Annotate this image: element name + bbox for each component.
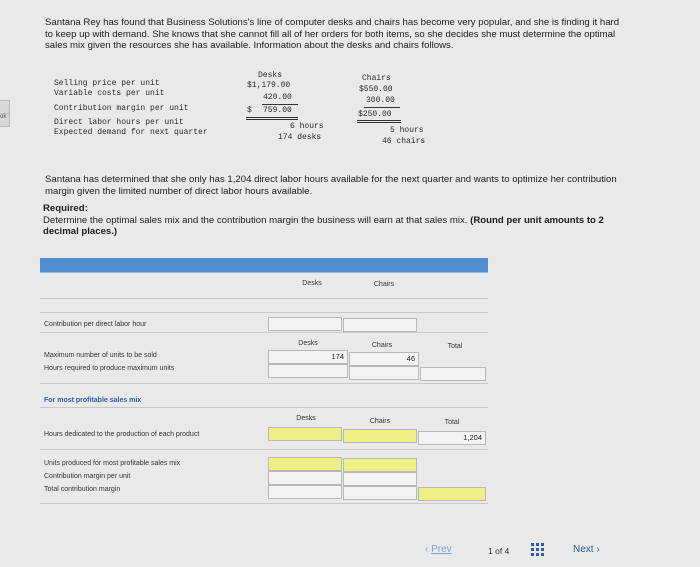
intro-line-3: sales mix given the resources she has available. Information about the desks and chairs follows. xyxy=(45,40,454,51)
sec1-header-desks: Desks xyxy=(302,280,322,287)
required-title: Required: xyxy=(43,203,88,214)
intro-paragraph xyxy=(45,17,685,52)
sec2-row2-label: Hours required to produce maximum units xyxy=(44,365,175,372)
sec1-row-label: Contribution per direct labor hour xyxy=(44,321,147,328)
desks-selling-price: $1,179.00 xyxy=(247,81,291,90)
row-label-contribution-margin: Contribution margin per unit xyxy=(54,104,189,113)
desks-contribution-margin: 759.00 xyxy=(263,106,292,115)
sec2-header-total: Total xyxy=(447,343,463,350)
chairs-contribution-margin: $250.00 xyxy=(358,110,392,119)
col-header-desks: Desks xyxy=(258,71,283,80)
intro-line-1: Santana Rey has found that Business Solutions's line of computer desks and chairs has become very popular, and she is finding it hard xyxy=(45,17,620,28)
desks-cm-sign: $ xyxy=(247,106,252,115)
row-label-variable-costs: Variable costs per unit xyxy=(54,89,165,98)
desks-expected-demand: 174 desks xyxy=(278,133,322,142)
sec3-header-chairs: Chairs xyxy=(369,418,391,425)
required-line-1 xyxy=(43,215,683,227)
sec3-row2-label: Units produced for most profitable sales mix xyxy=(44,460,181,467)
desks-direct-labor: 6 hours xyxy=(290,122,324,131)
desks-underline-1 xyxy=(262,104,298,105)
chairs-max-units: 46 xyxy=(349,352,419,366)
desks-hours-dedicated-input[interactable] xyxy=(268,427,342,441)
sec2-header-desks: Desks xyxy=(298,340,318,347)
chairs-total-cm-input[interactable] xyxy=(343,486,417,500)
prev-label: Prev xyxy=(431,544,452,555)
chairs-selling-price: $550.00 xyxy=(359,85,393,94)
total-contribution-margin-input[interactable] xyxy=(418,487,486,501)
side-tab-2[interactable]: ok xyxy=(0,113,10,127)
required-line-2: decimal places.) xyxy=(43,226,118,237)
chairs-direct-labor: 5 hours xyxy=(390,126,424,135)
required-instruction: Determine the optimal sales mix and the contribution margin the business will earn at that sales mix. xyxy=(43,214,471,226)
chairs-contribution-per-hour-input[interactable] xyxy=(343,318,417,332)
para2-line-1: Santana has determined that she only has 1,204 direct labor hours available for the next quarter and wants to optimize her contribution xyxy=(45,174,617,185)
worksheet-header-bar xyxy=(40,258,488,272)
chairs-hours-dedicated-input[interactable] xyxy=(343,429,417,443)
col-header-chairs: Chairs xyxy=(362,74,391,83)
page-of-label: of xyxy=(495,546,503,556)
next-button[interactable] xyxy=(573,544,600,555)
required-section xyxy=(43,203,683,238)
sec3-title: For most profitable sales mix xyxy=(44,397,142,404)
desks-cm-per-unit-input[interactable] xyxy=(268,471,342,485)
chairs-double-underline-a xyxy=(357,120,401,121)
row-label-expected-demand: Expected demand for next quarter xyxy=(54,128,208,137)
sec2-row1-label: Maximum number of units to be sold xyxy=(44,352,157,359)
sec3-row3-label: Contribution margin per unit xyxy=(44,473,131,480)
chairs-underline-1 xyxy=(364,107,400,108)
side-tab-1[interactable] xyxy=(0,100,10,114)
required-rounding-note: (Round per unit amounts to 2 xyxy=(470,214,604,226)
desks-units-produced-input[interactable] xyxy=(268,457,342,471)
prev-button[interactable] xyxy=(425,544,452,555)
para2-line-2: margin given the limited number of direct labor hours available. xyxy=(45,185,313,197)
chairs-hours-required-input[interactable] xyxy=(349,366,419,380)
row-label-selling-price: Selling price per unit xyxy=(54,79,160,88)
chevron-left-icon: ‹ xyxy=(425,544,429,555)
chevron-right-icon: › xyxy=(596,544,600,555)
current-page: 1 xyxy=(488,546,493,556)
intro-line-2: to keep up with demand. She knows that she cannot fill all of her orders for both items, so she decides she must determine the optimal xyxy=(45,28,616,40)
grid-icon[interactable] xyxy=(531,543,544,556)
chairs-double-underline-b xyxy=(357,122,401,123)
sec3-header-total: Total xyxy=(444,419,460,426)
chairs-expected-demand: 46 chairs xyxy=(382,137,426,146)
desks-total-cm-input[interactable] xyxy=(268,485,342,499)
row-label-direct-labor: Direct labor hours per unit xyxy=(54,118,184,127)
total-pages: 4 xyxy=(504,546,510,556)
total-hours-dedicated: 1,204 xyxy=(418,431,486,445)
desks-hours-required-input[interactable] xyxy=(268,364,348,378)
desks-max-units: 174 xyxy=(268,350,348,364)
total-hours-required-input[interactable] xyxy=(420,367,486,381)
sec1-header-chairs: Chairs xyxy=(373,281,395,288)
chairs-variable-costs: 300.00 xyxy=(366,96,395,105)
next-label: Next xyxy=(573,544,594,555)
desks-double-underline-b xyxy=(246,119,298,120)
sec2-header-chairs: Chairs xyxy=(371,342,393,349)
desks-double-underline-a xyxy=(246,117,298,118)
labor-hours-paragraph xyxy=(45,174,685,197)
desks-contribution-per-hour-input[interactable] xyxy=(268,317,342,331)
sec3-header-desks: Desks xyxy=(296,415,316,422)
chairs-cm-per-unit-input[interactable] xyxy=(343,472,417,486)
sec3-row4-label: Total contribution margin xyxy=(44,486,121,493)
desks-variable-costs: 420.00 xyxy=(263,93,292,102)
page-indicator xyxy=(488,546,509,556)
chairs-units-produced-input[interactable] xyxy=(343,458,417,472)
sec3-row1-label: Hours dedicated to the production of each product xyxy=(44,431,200,438)
